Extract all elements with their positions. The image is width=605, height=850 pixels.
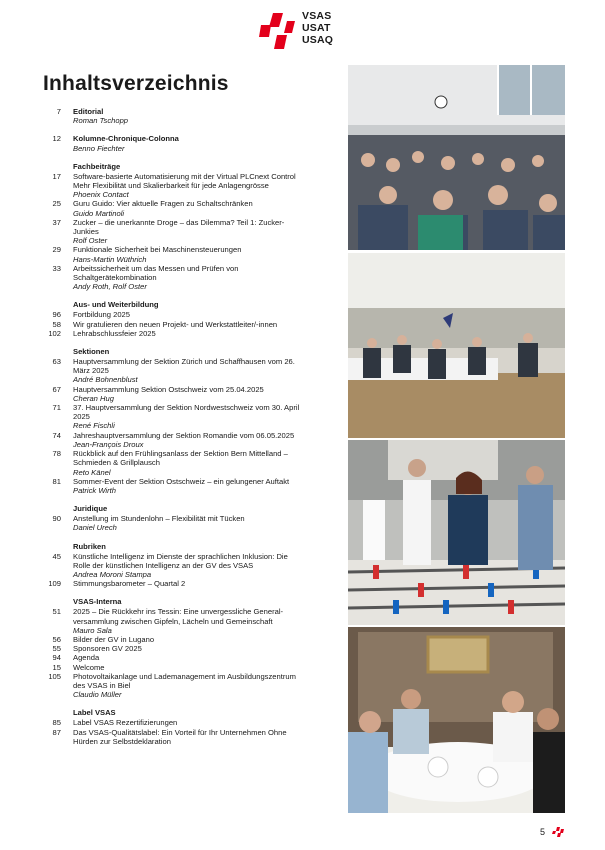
toc-section bbox=[45, 542, 305, 589]
toc-section bbox=[45, 162, 305, 292]
entry-page-number: 109 bbox=[48, 579, 61, 589]
entry-page-number: 105 bbox=[48, 671, 61, 681]
entry-page-number: 58 bbox=[52, 319, 61, 329]
toc-section bbox=[45, 107, 305, 125]
photo-dinner-table bbox=[348, 627, 565, 813]
toc-entry[interactable] bbox=[45, 552, 305, 580]
entry-page-number: 37 bbox=[52, 217, 61, 227]
toc-section bbox=[45, 347, 305, 495]
toc-entry[interactable] bbox=[45, 199, 305, 217]
logo-line-vsas: VSAS bbox=[302, 10, 332, 22]
entry-title: Lehrabschlussfeier 2025 bbox=[73, 328, 156, 338]
photo-banquet-hall bbox=[348, 253, 565, 438]
toc-entry[interactable] bbox=[45, 385, 305, 403]
entry-title: Das VSAS-Qualitätslabel: Ein Vorteil für Ihr Unternehmen Ohne Hürden zur Selbstdeklaration bbox=[73, 727, 287, 746]
entry-title: Agenda bbox=[73, 653, 100, 663]
section-heading: Juridique bbox=[73, 504, 108, 514]
section-heading: VSAS-Interna bbox=[73, 597, 122, 607]
entry-page-number: 55 bbox=[52, 644, 61, 654]
toc-section bbox=[45, 134, 305, 152]
section-heading: Rubriken bbox=[73, 541, 106, 551]
vsas-logo-icon bbox=[257, 9, 297, 53]
toc-entry[interactable] bbox=[45, 310, 305, 319]
table-of-contents bbox=[45, 107, 305, 755]
entry-page-number: 7 bbox=[56, 107, 61, 116]
toc-entry[interactable] bbox=[45, 264, 305, 292]
entry-title: Künstliche Intelligenz im Dienste der sprachlichen Inklusion: Die Rolle der künstlichen Intelligenz an der GV des VSAS bbox=[73, 551, 288, 570]
entry-title: Rückblick auf den Frühlingsanlass der Sektion Bern Mittelland – Schmieden & Grillplausch bbox=[73, 449, 288, 468]
section-heading: Fachbeiträge bbox=[73, 161, 121, 171]
entry-title: Guru Guido: Vier aktuelle Fragen zu Schaltschränken bbox=[73, 199, 253, 209]
toc-entry[interactable] bbox=[45, 728, 305, 746]
toc-entry[interactable] bbox=[45, 107, 305, 125]
entry-page-number: 85 bbox=[52, 718, 61, 728]
page-title: Inhaltsverzeichnis bbox=[43, 72, 229, 95]
section-heading: Label VSAS bbox=[73, 708, 116, 718]
entry-title: Fortbildung 2025 bbox=[73, 310, 130, 320]
entry-title: Editorial bbox=[73, 107, 104, 116]
entry-author: Guido Martinoli bbox=[73, 208, 125, 218]
entry-author: Patrick Wirth bbox=[73, 485, 116, 495]
entry-page-number: 12 bbox=[52, 134, 61, 144]
photo-table-football bbox=[348, 440, 565, 625]
logo-line-usat: USAT bbox=[302, 22, 331, 34]
entry-author: Rolf Oster bbox=[73, 236, 108, 246]
entry-author: Andrea Moroni Stampa bbox=[73, 569, 152, 579]
section-heading: Sektionen bbox=[73, 347, 110, 357]
entry-author: Hans-Martin Wüthrich bbox=[73, 254, 147, 264]
vsas-logo bbox=[257, 9, 347, 53]
toc-entry[interactable] bbox=[45, 403, 305, 431]
toc-entry[interactable] bbox=[45, 357, 305, 385]
entry-page-number: 45 bbox=[52, 551, 61, 561]
entry-author: Jean-François Droux bbox=[73, 439, 144, 449]
page-number: 5 bbox=[540, 827, 546, 837]
entry-title: Label VSAS Rezertifizierungen bbox=[73, 718, 178, 728]
entry-page-number: 15 bbox=[52, 662, 61, 672]
entry-page-number: 29 bbox=[52, 245, 61, 255]
entry-page-number: 96 bbox=[52, 310, 61, 320]
toc-entry[interactable] bbox=[45, 320, 305, 329]
entry-page-number: 33 bbox=[52, 263, 61, 273]
toc-entry[interactable] bbox=[45, 653, 305, 662]
toc-entry[interactable] bbox=[45, 431, 305, 449]
entry-title: Photovoltaikanlage und Lademanagement im Ausbildungszentrum des VSAS in Biel bbox=[73, 671, 296, 690]
entry-author: Phoenix Contact bbox=[73, 190, 129, 200]
entry-page-number: 81 bbox=[52, 476, 61, 486]
entry-page-number: 102 bbox=[48, 328, 61, 338]
entry-title: Software-basierte Automatisierung mit der Virtual PLCnext Control Mehr Flexibilität und Skalierbarkeit für jede Anlagengrösse bbox=[73, 171, 296, 191]
entry-title: Zucker – die unerkannte Droge – das Dilemma? Teil 1: Zucker-Junkies bbox=[73, 217, 285, 237]
toc-entry[interactable] bbox=[45, 514, 305, 532]
entry-page-number: 25 bbox=[52, 199, 61, 209]
toc-entry[interactable] bbox=[45, 477, 305, 495]
entry-author: Mauro Sala bbox=[73, 625, 112, 635]
entry-title: Welcome bbox=[73, 662, 105, 672]
entry-page-number: 74 bbox=[52, 430, 61, 440]
entry-title: 2025 – Die Rückkehr ins Tessin: Eine unvergessliche General-versammlung zwischen Gipfeln, Lächeln und Gemeinschaft bbox=[73, 607, 284, 626]
toc-section bbox=[45, 708, 305, 746]
entry-author: Reto Känel bbox=[73, 467, 111, 477]
entry-page-number: 78 bbox=[52, 449, 61, 459]
logo-line-usaq: USAQ bbox=[302, 34, 334, 46]
entry-title: Jahreshauptversammlung der Sektion Romandie vom 06.05.2025 bbox=[73, 430, 295, 440]
photo-assembly-voting bbox=[348, 65, 565, 250]
vsas-small-logo-icon bbox=[552, 826, 564, 838]
toc-entry[interactable] bbox=[45, 635, 305, 644]
entry-title: Hauptversammlung der Sektion Zürich und Schaffhausen vom 26. März 2025 bbox=[73, 357, 295, 376]
entry-title: Anstellung im Stundenlohn – Flexibilität mit Tücken bbox=[73, 514, 245, 524]
entry-page-number: 90 bbox=[52, 514, 61, 524]
entry-author: Andy Roth, Rolf Oster bbox=[73, 282, 147, 292]
toc-entry[interactable] bbox=[45, 718, 305, 727]
toc-entry[interactable] bbox=[45, 329, 305, 338]
toc-entry[interactable] bbox=[45, 644, 305, 653]
toc-section bbox=[45, 597, 305, 699]
entry-page-number: 87 bbox=[52, 727, 61, 737]
toc-entry[interactable] bbox=[45, 607, 305, 635]
entry-page-number: 63 bbox=[52, 357, 61, 367]
toc-entry[interactable] bbox=[45, 663, 305, 672]
entry-title: Sponsoren GV 2025 bbox=[73, 644, 142, 654]
entry-author: Daniel Urech bbox=[73, 523, 117, 533]
entry-title: Arbeitssicherheit um das Messen und Prüfen von Schaltgerätekombination bbox=[73, 263, 239, 283]
entry-page-number: 17 bbox=[52, 171, 61, 181]
entry-page-number: 67 bbox=[52, 384, 61, 394]
section-heading: Aus- und Weiterbildung bbox=[73, 300, 159, 310]
toc-section bbox=[45, 504, 305, 532]
entry-title: Bilder der GV in Lugano bbox=[73, 634, 155, 644]
entry-title: Stimmungsbarometer – Quartal 2 bbox=[73, 579, 186, 589]
entry-title: Sommer-Event der Sektion Ostschweiz – ein gelungener Auftakt bbox=[73, 476, 290, 486]
entry-page-number: 94 bbox=[52, 653, 61, 663]
entry-page-number: 51 bbox=[52, 607, 61, 617]
toc-entry[interactable] bbox=[45, 672, 305, 700]
logo-text bbox=[302, 10, 333, 46]
toc-entry[interactable] bbox=[45, 449, 305, 477]
toc-entry[interactable] bbox=[45, 134, 305, 152]
entry-author: Benno Fiechter bbox=[73, 143, 125, 153]
entry-author: Roman Tschopp bbox=[73, 116, 129, 126]
entry-author: René Fischli bbox=[73, 421, 115, 431]
toc-entry[interactable] bbox=[45, 218, 305, 246]
entry-title: Hauptversammlung Sektion Ostschweiz vom 25.04.2025 bbox=[73, 384, 264, 394]
toc-entry[interactable] bbox=[45, 579, 305, 588]
entry-author: Claudio Müller bbox=[73, 690, 122, 700]
toc-entry[interactable] bbox=[45, 245, 305, 263]
entry-title: Kolumne-Chronique-Colonna bbox=[73, 134, 179, 144]
entry-title: Funktionale Sicherheit bei Maschinensteuerungen bbox=[73, 245, 242, 255]
toc-section bbox=[45, 300, 305, 338]
entry-author: André Bohnenblust bbox=[73, 375, 138, 385]
entry-title: Wir gratulieren den neuen Projekt- und Werkstattleiter/-innen bbox=[73, 319, 278, 329]
toc-entry[interactable] bbox=[45, 172, 305, 200]
entry-page-number: 71 bbox=[52, 403, 61, 413]
entry-title: 37. Hauptversammlung der Sektion Nordwestschweiz vom 30. April 2025 bbox=[73, 403, 300, 422]
entry-page-number: 56 bbox=[52, 634, 61, 644]
entry-author: Cheran Hug bbox=[73, 393, 114, 403]
